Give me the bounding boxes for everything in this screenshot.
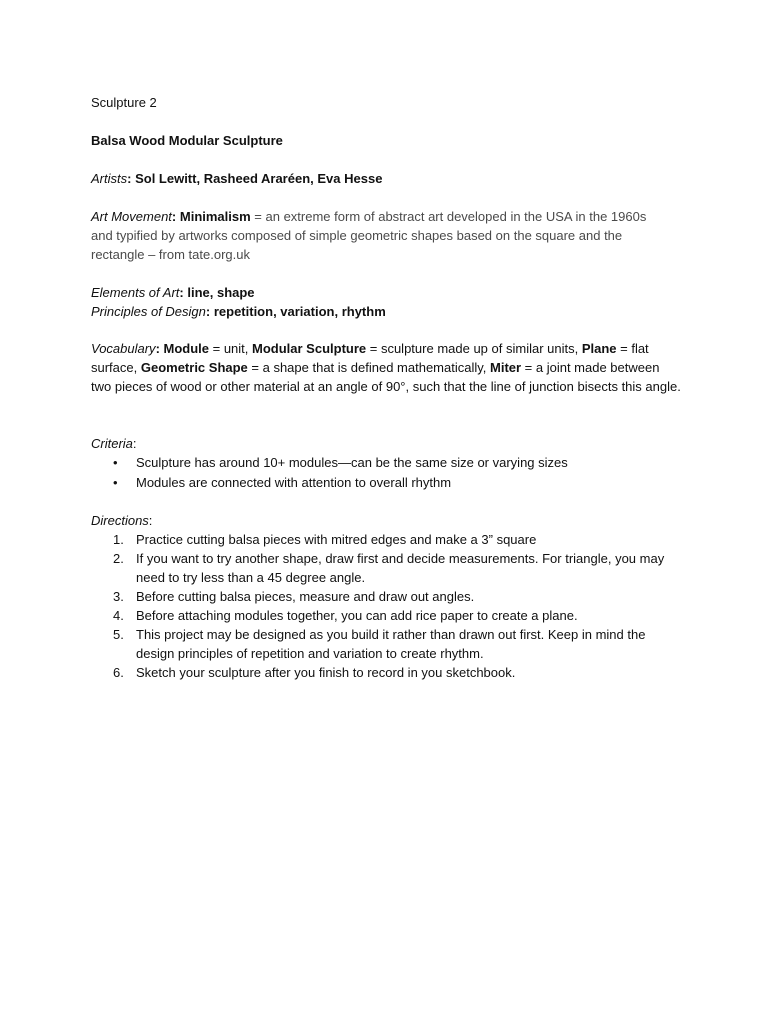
vocab-term: Modular Sculpture [252,341,367,356]
art-movement-paragraph: Art Movement: Minimalism = an extreme form of abstract art developed in the USA in the 1960s and typified by artworks composed of simple geometric shapes based on the square and the rectangle – from tate.org.uk [91,209,647,262]
principles-label: Principles of Design [91,304,206,319]
list-item [91,606,681,625]
document-title: Sculpture 2 [91,95,157,110]
vocab-term: Module [163,341,210,356]
vocabulary-paragraph: Vocabulary: Module = unit, Modular Sculpture = sculpture made up of similar units, Plane = flat surface, Geometric Shape = a shape that is defined mathematically, Miter = a joint made between two pieces of wood or other material at an angle of 90°, such that the line of junction bisects this angle. [91,341,681,394]
directions-list [91,530,681,682]
artists-line: Artists: Sol Lewitt, Rasheed Araréen, Eva Hesse [91,171,383,186]
project-title: Balsa Wood Modular Sculpture [91,133,283,148]
list-item: • Sculpture has around 10+ modules—can be the same size or varying sizes [91,453,691,473]
step-text: Practice cutting balsa pieces with mitred edges and make a 3” square [136,532,537,547]
vocab-definition: = unit, [209,341,253,356]
step-number: 5. [113,627,124,642]
criteria-list [91,453,691,493]
art-movement-definition: = an extreme form of abstract art developed in the USA in the 1960s and typified by artworks composed of simple geometric shapes based on the square and the rectangle – from tate.org.uk [91,209,647,262]
elements-value: line, shape [187,285,255,300]
list-item [91,625,681,663]
step-text: Before attaching modules together, you can add rice paper to create a plane. [136,608,578,623]
principles-value: repetition, variation, rhythm [213,304,386,319]
vocabulary-label: Vocabulary [91,341,156,356]
directions-label: Directions [91,513,149,528]
step-number: 6. [113,665,124,680]
art-movement-term: Minimalism [179,209,251,224]
step-text: Before cutting balsa pieces, measure and draw out angles. [136,589,475,604]
list-item: • Modules are connected with attention to overall rhythm [91,473,691,493]
vocab-definition: = a shape that is defined mathematically, [247,360,490,375]
artists-value: Sol Lewitt, Rasheed Araréen, Eva Hesse [135,171,383,186]
step-number: 1. [113,532,124,547]
directions-heading: Directions: [91,513,153,528]
elements-label: Elements of Art [91,285,180,300]
vocab-term: Miter [490,360,522,375]
step-text: Sketch your sculpture after you finish to record in you sketchbook. [136,665,516,680]
step-number: 4. [113,608,124,623]
principles-of-design-line: Principles of Design: repetition, variation, rhythm [91,304,386,319]
vocab-definition: = flat surface, [91,341,649,375]
list-item [91,530,681,549]
artists-label: Artists [91,171,128,186]
list-item [91,663,681,682]
step-number: 2. [113,551,124,566]
art-movement-label: Art Movement [91,209,172,224]
vocab-definition: = sculpture made up of similar units, [366,341,582,356]
list-item [91,549,681,587]
step-text: If you want to try another shape, draw first and decide measurements. For triangle, you may need to try less than a 45 degree angle. [136,551,665,585]
criteria-label: Criteria [91,436,133,451]
vocab-term: Geometric Shape [140,360,248,375]
list-item [91,587,681,606]
step-number: 3. [113,589,124,604]
vocab-term: Plane [581,341,617,356]
elements-of-art-line: Elements of Art: line, shape [91,285,255,300]
criteria-heading: Criteria: [91,436,137,451]
vocab-definition: = a joint made between two pieces of wood or other material at an angle of 90°, such that the line of junction bisects this angle. [91,360,681,394]
step-text: This project may be designed as you build it rather than drawn out first. Keep in mind the design principles of repetition and variation to create rhythm. [136,627,646,661]
